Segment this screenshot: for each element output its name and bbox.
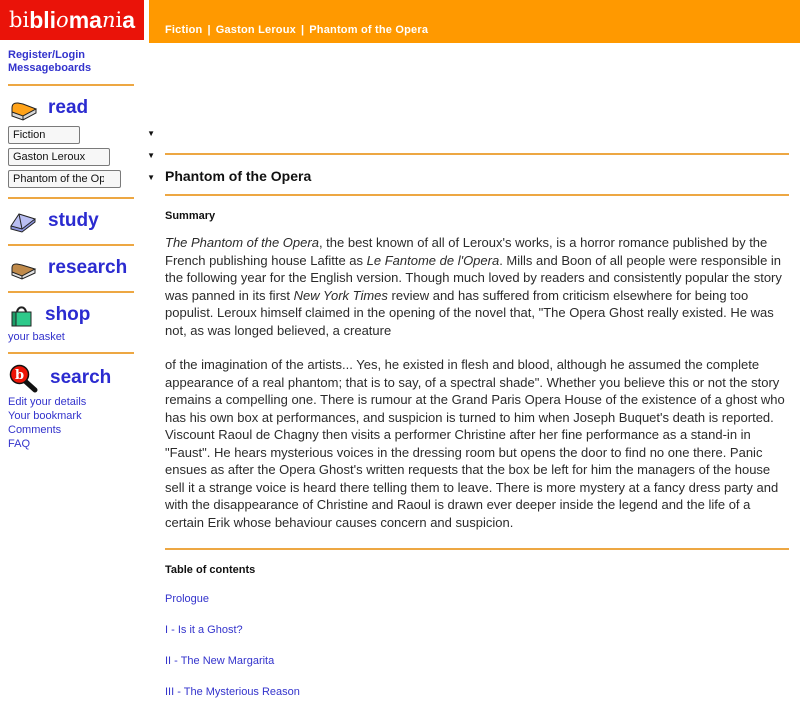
bibliomania-logo[interactable]: bi bli o ma n i a [0,0,144,40]
sidebar-divider [8,352,134,354]
sidebar-item-research[interactable] [8,254,160,282]
messageboards-link[interactable]: Messageboards [8,62,92,74]
sidebar-item-search[interactable] [8,362,160,394]
toc-link-chapter-1[interactable]: I - Is it a Ghost? [165,624,243,636]
sidebar-divider [8,291,134,293]
research-label: research [48,257,128,278]
table-of-contents [165,594,789,698]
author-select[interactable] [8,148,110,166]
main-content [165,43,789,718]
shop-bag-icon [8,302,35,329]
sidebar-item-study[interactable] [8,207,160,235]
toc-link-prologue[interactable]: Prologue [165,593,210,605]
search-magnifier-icon [8,364,40,393]
sidebar-divider [8,84,134,86]
header-bar [149,0,800,43]
shop-label: shop [45,304,91,325]
breadcrumb-title[interactable]: Phantom of the Opera [309,24,429,36]
breadcrumb-author[interactable]: Gaston Leroux [215,24,296,36]
your-basket-link[interactable]: your basket [8,331,65,343]
sidebar-bottom-links [8,396,160,451]
summary-paragraph-1: The Phantom of the Opera, the best known of all of Leroux's works, is a horror romance published by the French publishing house Lafitte as Le Fantome de l'Opera. Mills and Boon of all people were responsible in the following year for the English version. Though much loved by readers and consistently popular the story was panned in its first New York Times review and has suffered from criticism elsewhere for being too populist. Leroux himself claimed in the opening of the novel that, "The Opera Ghost really existed. He was not, as was longed believed, a creature [165,235,782,338]
research-book-icon [8,256,38,281]
search-label: search [50,367,112,388]
sidebar-item-read[interactable] [8,94,160,122]
category-select-wrap [8,125,160,144]
study-label: study [48,210,99,231]
title-select[interactable] [8,170,121,188]
sidebar-divider [8,197,134,199]
sidebar [0,43,160,452]
breadcrumb-separator: | [300,24,305,36]
content-divider [165,194,789,196]
toc-link-chapter-3[interactable]: III - The Mysterious Reason [165,686,300,698]
toc-link-chapter-2[interactable]: II - The New Margarita [165,655,275,667]
chevron-down-icon: ▼ [147,129,155,138]
author-select-wrap [8,147,160,166]
sidebar-item-shop[interactable] [8,301,160,329]
breadcrumb-fiction[interactable]: Fiction [165,24,203,36]
breadcrumb-separator: | [207,24,211,36]
your-bookmark-link[interactable]: Your bookmark [8,410,82,422]
category-select[interactable] [8,126,80,144]
register-login-link[interactable]: Register/Login [8,49,86,61]
faq-link[interactable]: FAQ [8,438,31,450]
read-book-icon [8,96,38,121]
breadcrumb [165,24,428,36]
summary-heading: Summary [165,210,216,222]
read-label: read [48,97,89,118]
title-select-wrap [8,169,160,188]
chevron-down-icon: ▼ [147,173,155,182]
logo-text: bi [9,8,30,32]
page-title: Phantom of the Opera [165,168,312,184]
toc-heading: Table of contents [165,564,256,576]
content-divider [165,548,789,550]
summary-paragraph-2: of the imagination of the artists... Yes, he existed in flesh and blood, although he assumed the complete appearance of a real phantom; that is to say, of a spectral shade". Whether you believe this or not the story remains a compelling one. There is rumour at the Grand Paris Opera House of the existence of a ghost who has his own box at performances, and suspicion is turned to him when Joseph Buquet's death is reported. Viscount Raoul de Chagny then visits a performer Christine after her fine performance as a stand-in in "Faust". He hears mysterious voices in the dressing room but opens the door to find no one there. Panic ensues as after the Opera Ghost's written requests that the box be left for him the managers of the house sell it a strange voice is heard there telling them to leave. There is more mystery at a fancy dress party and with the disappearance of Christine and Raoul is drawn ever deeper inside the legend and the life of a certain Erik whose behaviour causes concern and suspicion. [165,357,785,530]
content-divider [165,153,789,155]
svg-text:b: b [14,367,25,383]
chevron-down-icon: ▼ [147,151,155,160]
study-notebook-icon [8,209,38,234]
edit-details-link[interactable]: Edit your details [8,396,87,408]
sidebar-divider [8,244,134,246]
comments-link[interactable]: Comments [8,424,62,436]
